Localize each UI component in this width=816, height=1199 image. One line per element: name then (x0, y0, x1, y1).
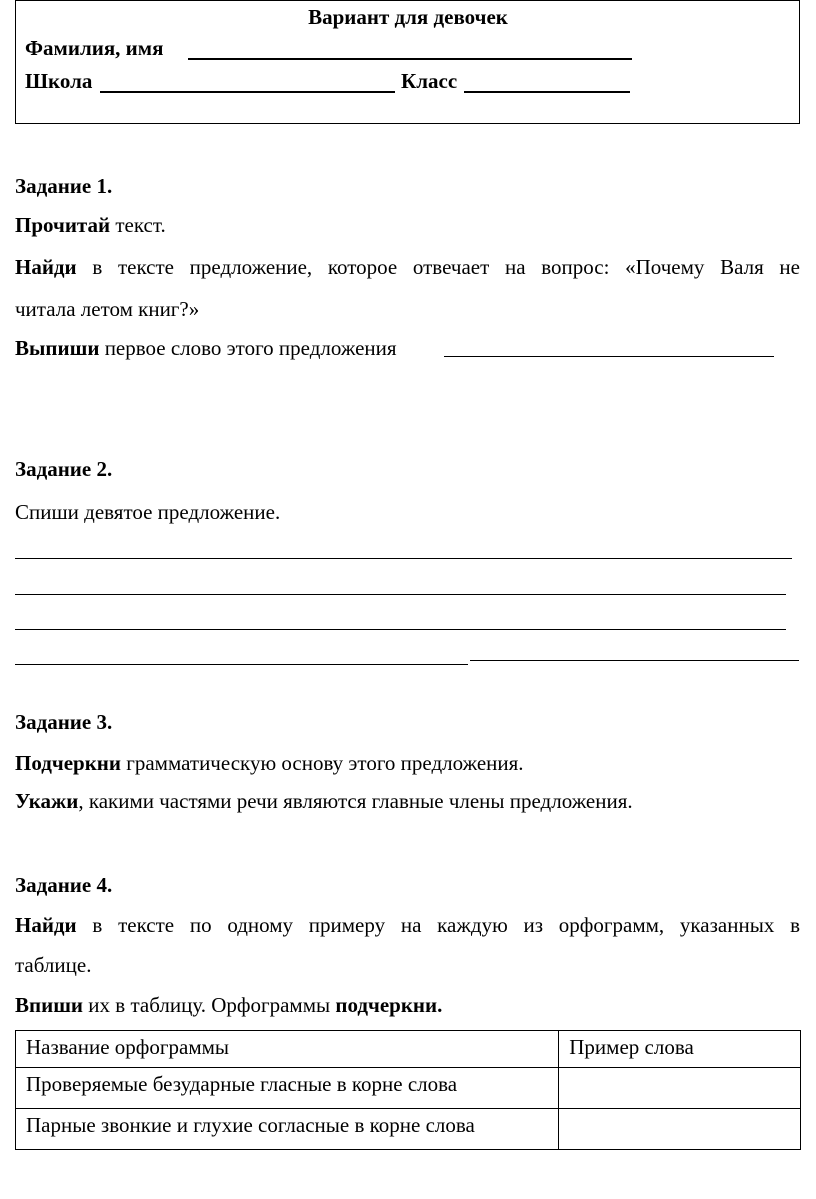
school-field-line[interactable] (100, 91, 395, 93)
task2-answer-line-2[interactable] (15, 594, 786, 595)
task3-line1 (15, 751, 524, 776)
table-cell-orthogram: Парные звонкие и глухие согласные в корне слова (16, 1109, 559, 1150)
task3-line1-text: грамматическую основу этого предложения. (121, 751, 524, 775)
table-cell-orthogram: Проверяемые безударные гласные в корне слова (16, 1068, 559, 1109)
task2-answer-line-4a[interactable] (15, 664, 468, 665)
table-row (16, 1109, 801, 1150)
table-row (16, 1068, 801, 1109)
table-header-example: Пример слова (559, 1031, 801, 1068)
task1-line2-text: в тексте предложение, которое отвечает на вопрос: «Почему Валя не (76, 255, 800, 279)
task4-line3 (15, 993, 442, 1018)
school-label: Школа (25, 69, 93, 93)
task1-line4-text: первое слово этого предложения (99, 336, 397, 360)
task1-line1 (15, 213, 166, 238)
task2-heading: Задание 2. (15, 457, 113, 481)
task4-verb-find: Найди (15, 913, 77, 937)
task3-heading: Задание 3. (15, 710, 113, 734)
task4-line1 (15, 913, 800, 938)
class-label: Класс (401, 69, 458, 93)
task2-answer-line-4b[interactable] (470, 660, 799, 661)
task2-answer-line-3[interactable] (15, 629, 786, 630)
task1-line3: читала летом книг?» (15, 297, 200, 321)
task4-verb-underline: подчеркни. (335, 993, 443, 1017)
task1-verb-read: Прочитай (15, 213, 111, 237)
task4-line3-text: их в таблицу. Орфограммы (83, 993, 336, 1017)
task4-heading: Задание 4. (15, 873, 113, 897)
task1-verb-write-out: Выпиши (15, 336, 100, 360)
task4-verb-fill-in: Впиши (15, 993, 84, 1017)
name-field-line[interactable] (188, 58, 632, 60)
task3-line2 (15, 789, 633, 814)
name-label: Фамилия, имя (25, 36, 164, 60)
table-header-orthogram: Название орфограммы (16, 1031, 559, 1068)
task4-line2: таблице. (15, 953, 92, 977)
task4-line1-text: в тексте по одному примеру на каждую из орфограмм, указанных в (76, 913, 800, 937)
orthogram-table (15, 1030, 801, 1150)
task3-verb-indicate: Укажи (15, 789, 79, 813)
task3-line2-text: , какими частями речи являются главные члены предложения. (78, 789, 633, 813)
variant-title (0, 5, 816, 30)
task1-answer-line[interactable] (444, 356, 774, 357)
task2-line1: Спиши девятое предложение. (15, 500, 281, 524)
task1-heading: Задание 1. (15, 174, 113, 198)
class-field-line[interactable] (464, 91, 630, 93)
task3-verb-underline: Подчеркни (15, 751, 121, 775)
task1-line2 (15, 255, 800, 280)
task1-line4 (15, 336, 397, 361)
table-header-row (16, 1031, 801, 1068)
task1-verb-find: Найди (15, 255, 77, 279)
task1-line1-text: текст. (110, 213, 166, 237)
table-cell-example-input[interactable] (559, 1068, 801, 1109)
variant-title-text: Вариант для девочек (308, 5, 508, 29)
task2-answer-line-1[interactable] (15, 558, 792, 559)
table-cell-example-input[interactable] (559, 1109, 801, 1150)
